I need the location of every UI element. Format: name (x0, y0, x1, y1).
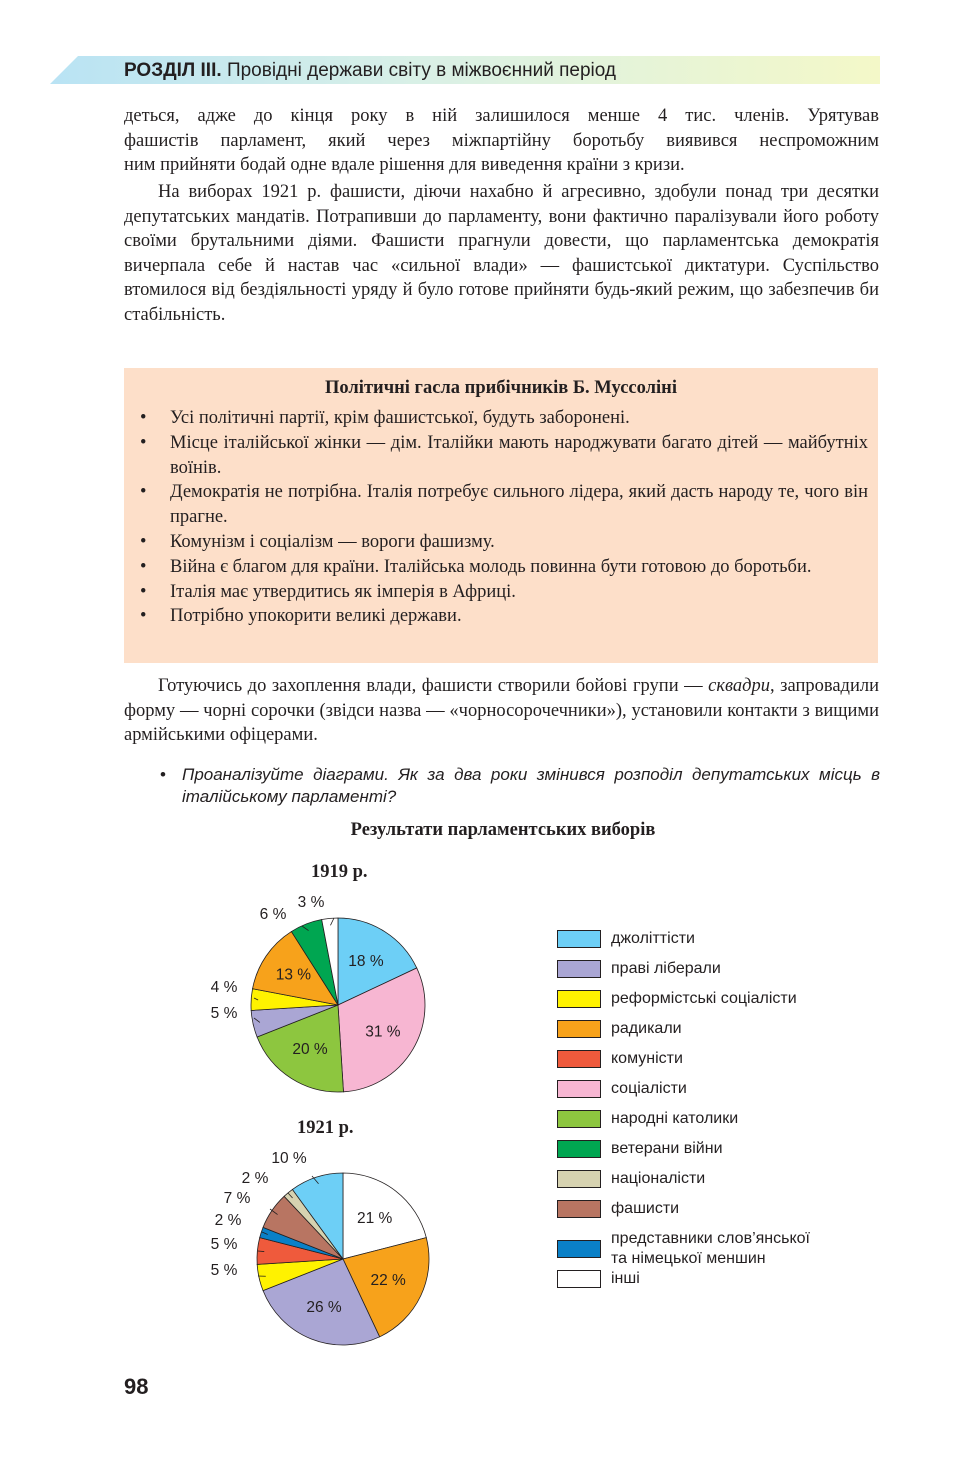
legend-swatch (557, 1170, 601, 1188)
pie-slice-label: 2 % (241, 1170, 269, 1187)
pie-slice-label: 22 % (370, 1272, 406, 1290)
paragraph-3-term: сквадри (708, 676, 771, 696)
legend-label: інші (611, 1270, 640, 1287)
pie-slice-label: 26 % (306, 1298, 342, 1316)
pie-slice-label: 2 % (214, 1212, 242, 1229)
legend-label: фашисти (611, 1200, 680, 1217)
legend-label: праві ліберали (611, 960, 721, 977)
slogan-item: • Усі політичні партії, крім фашистської, будуть заборонені. (140, 406, 868, 431)
legend-item (557, 988, 877, 1018)
pie-slice-label: 20 % (292, 1041, 328, 1059)
pie-slice-label: 5 % (210, 1262, 238, 1279)
paragraph-2: На виборах 1921 р. фашисти, діючи нахабно й агресивно, здобули понад три десятки депутатських мандатів. Потрапивши до парламенту, вони фактично паралізували його роботу своїми брутальними діями. Фашисти прагнули довести, що парламентська демократія вичерпала себе й настав час «сильної влади» — фашистської диктатури. Суспільство втомилося від бездіяльності уряду й було готове прийняти будь-який режим, що забезпечив би стабільність. (124, 182, 879, 325)
legend-item (557, 1078, 877, 1108)
page-number: 98 (124, 1374, 149, 1399)
legend-item (557, 1108, 877, 1138)
legend-swatch (557, 1140, 601, 1158)
paragraph-3-start: Готуючись до захоплення влади, фашисти створили бойові групи — (158, 676, 709, 696)
pie-slice-label: 31 % (365, 1023, 401, 1041)
legend-label (611, 1229, 881, 1269)
legend-label: радикали (611, 1020, 682, 1037)
legend-label: джоліттісти (611, 930, 695, 947)
legend-label: соціалісти (611, 1080, 687, 1097)
pie-slice-label: 3 % (297, 894, 325, 911)
legend-swatch (557, 1020, 601, 1038)
pie-slice-label: 4 % (210, 979, 238, 996)
legend-label: ветерани війни (611, 1140, 723, 1157)
legend-swatch (557, 1110, 601, 1128)
legend-swatch (557, 1270, 601, 1288)
legend-swatch (557, 960, 601, 978)
paragraph-1-line-3: ним прийняти бодай одне вдале рішення для виведення країни з кризи. (124, 155, 685, 176)
slogan-item: • Комунізм і соціалізм — вороги фашизму. (140, 530, 868, 555)
slogan-item: • Потрібно упокорити великі держави. (140, 604, 868, 629)
pie-slice-label: 7 % (223, 1190, 251, 1207)
slogan-item: • Місце італійської жінки — дім. Італійки мають народжувати багато дітей — майбутніх воїнів. (140, 431, 868, 481)
pie-slice-label: 5 % (210, 1236, 238, 1253)
legend-label-line-1: представники слов’янської (611, 1230, 810, 1247)
legend-swatch (557, 1050, 601, 1068)
legend-item (557, 1048, 877, 1078)
slogan-item: • Війна є благом для країни. Італійська молодь повинна бути готовою до боротьби. (140, 555, 868, 580)
legend-swatch (557, 1080, 601, 1098)
paragraph-1-line-1: деться, адже до кінця року в ній залишилося менше 4 тис. членів. Урятував (124, 106, 879, 126)
legend-item (557, 1198, 877, 1228)
legend-swatch (557, 1240, 601, 1258)
legend-label: комуністи (611, 1050, 683, 1067)
legend-label: народні католики (611, 1110, 739, 1127)
chart-legend (557, 928, 877, 1298)
legend-item (557, 958, 877, 988)
legend-swatch (557, 1200, 601, 1218)
paragraph-3-end: , запровадили форму — чорні сорочки (звідси назва — «чорносорочечники»), установили контакти з вищими армійськими офіцерами. (124, 676, 879, 746)
pie-slice-label: 18 % (348, 952, 384, 970)
pie-slice-label: 6 % (259, 906, 287, 923)
legend-item (557, 928, 877, 958)
legend-label-line-2: та німецької меншин (611, 1250, 766, 1267)
pie-slice-label: 10 % (271, 1150, 307, 1167)
question-text: Проаналізуйте діаграми. Як за два роки змінився розподіл депутатських місць в італійському парламенті? (182, 765, 880, 806)
paragraph-1-line-2: фашистів парламент, який через міжпартійну боротьбу виявився неспроможним (124, 130, 879, 151)
legend-label: націоналісти (611, 1170, 706, 1187)
legend-item (557, 1138, 877, 1168)
chart-1921-title: 1921 р. (297, 1118, 354, 1138)
chart-title: Результати парламентських виборів (350, 820, 656, 840)
legend-item (557, 1268, 877, 1298)
section-number: РОЗДІЛ ІІІ. (124, 60, 222, 81)
legend-label: реформістські соціалісти (611, 990, 797, 1007)
legend-item (557, 1018, 877, 1048)
pie-slice-label: 5 % (210, 1005, 238, 1022)
question-bullet: • (160, 765, 166, 784)
legend-swatch (557, 990, 601, 1008)
pie-leader-line (258, 1251, 264, 1252)
pie-slice-label: 13 % (275, 966, 312, 984)
slogan-item: • Демократія не потрібна. Італія потребує сильного лідера, який дасть народу те, чого він прагне. (140, 480, 868, 530)
slogans-title: Політичні гасла прибічників Б. Муссоліні (325, 378, 677, 398)
section-title: Провідні держави світу в міжвоєнний період (226, 60, 616, 81)
pie-slice-label: 21 % (356, 1210, 393, 1228)
legend-swatch (557, 930, 601, 948)
slogan-item: • Італія має утвердитись як імперія в Африці. (140, 580, 868, 605)
legend-item (557, 1168, 877, 1198)
legend-item (557, 1228, 877, 1268)
chart-1919-title: 1919 р. (311, 862, 368, 882)
